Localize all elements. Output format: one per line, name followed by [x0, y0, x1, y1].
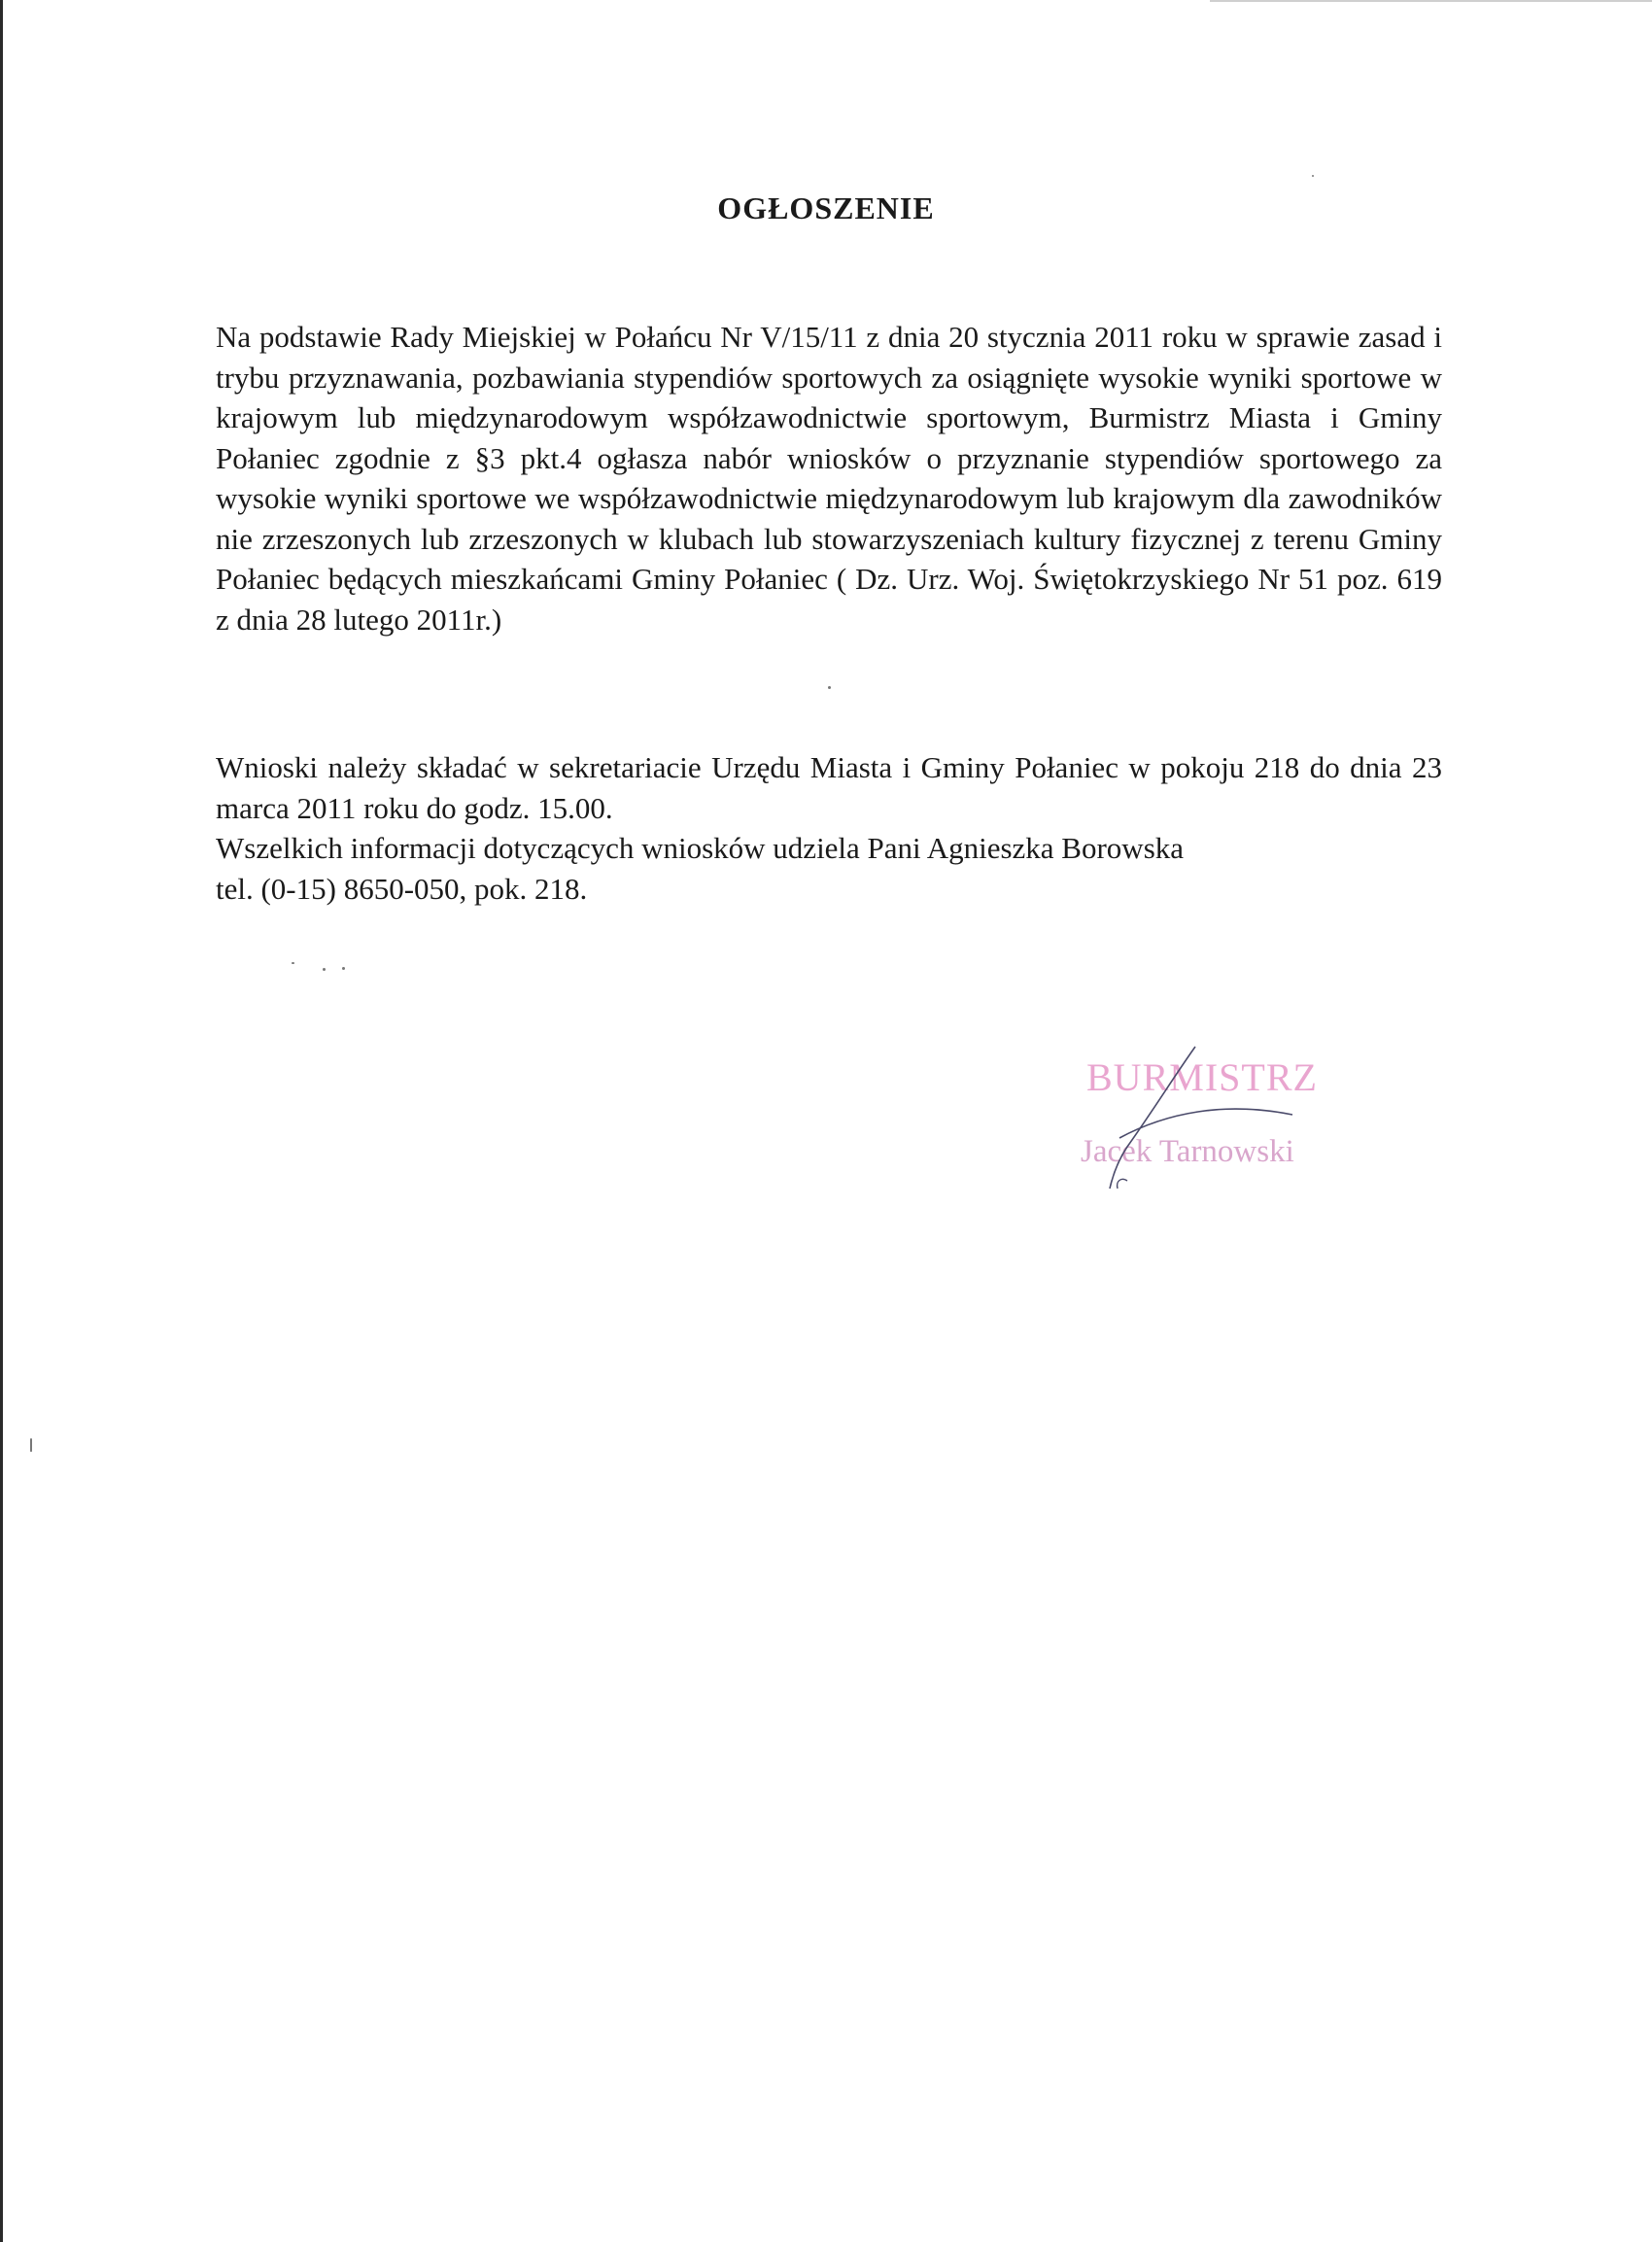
document-title: OGŁOSZENIE — [717, 190, 935, 225]
scan-speck — [828, 686, 831, 689]
stamp-name: Jacek Tarnowski — [1081, 1134, 1294, 1169]
stamp-title: BURMISTRZ — [1086, 1055, 1318, 1099]
contact-phone-line: tel. (0-15) 8650-050, pok. 218. — [216, 872, 588, 906]
scan-speck — [1312, 175, 1314, 177]
scan-speck — [30, 1438, 32, 1452]
paragraph-deadline: Wnioski należy składać w sekretariacie Urzędu Miasta i Gminy Połaniec w pokoju 218 do dnia 23 marca 2011 roku do godz. 15.00. — [216, 750, 1442, 825]
contact-info-line: Wszelkich informacji dotyczących wniosków udziela Pani Agnieszka Borowska — [216, 831, 1185, 865]
paragraph-announcement: Na podstawie Rady Miejskiej w Połańcu Nr V/15/11 z dnia 20 stycznia 2011 roku w sprawie zasad i trybu przyznawania, pozbawiania stypendiów sportowych za osiągnięte wysokie wyniki sportowe w krajowym lub międzynarodowym współzawodnictwie sportowym, Burmistrz Miasta i Gminy Połaniec zgodnie z §3 pkt.4 ogłasza nabór wniosków o przyznanie stypendiów sportowego za wysokie wyniki sportowe we współzawodnictwie międzynarodowym lub krajowym dla zawodników nie zrzeszonych lub zrzeszonych w klubach lub stowarzyszeniach kultury fizycznej z terenu Gminy Połaniec będących mieszkańcami Gminy Połaniec ( Dz. Urz. Woj. Świętokrzyskiego Nr 51 poz. 619 z dnia 28 lutego 2011r.) — [216, 320, 1442, 637]
mayor-stamp — [1059, 1045, 1331, 1190]
scan-edge-left — [0, 0, 3, 2242]
scan-speck — [323, 968, 326, 971]
scan-edge-top — [1210, 0, 1652, 2]
scan-speck — [292, 962, 294, 964]
handwritten-signature — [1059, 1045, 1331, 1190]
scan-speck — [342, 967, 345, 970]
